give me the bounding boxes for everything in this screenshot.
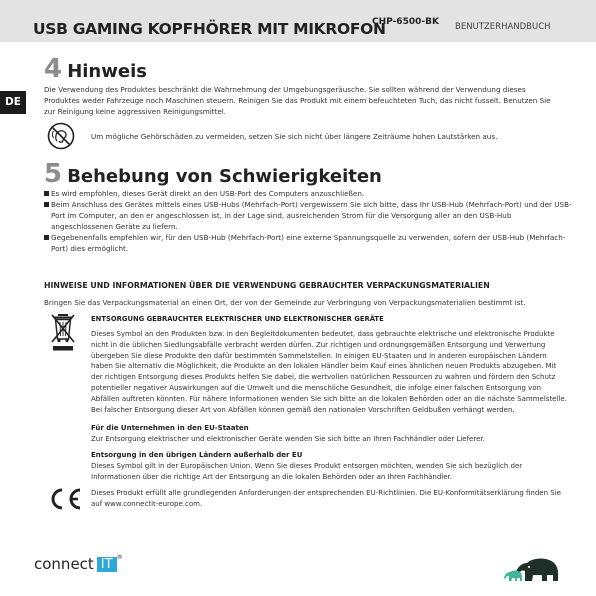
companies-heading: Für die Unternehmen in den EU-Staaten — [91, 424, 249, 432]
logo-brand: connect — [34, 555, 94, 573]
language-badge: DE — [0, 91, 26, 114]
header-model: CHP-6500-BK — [372, 17, 439, 27]
logo-mark: ® — [116, 554, 123, 561]
section-5-heading — [44, 159, 382, 189]
troubleshooting-list — [44, 188, 572, 254]
weee-text: Dieses Symbol an den Produkten bzw. in den Begleitdokumenten bedeutet, dass gebrauchte elektrische und elektronische Produkte nicht in die üblichen Siedlungsabfälle verbracht werden dürfen. Zur richtigen und ordnungsgemäßen Entsorgung und Verwertung übergeben Sie diese Produkte den dafür bestimmten Sammelstellen. In einigen EU-Staaten und in anderen europäischen Ländern haben Sie alternativ die Möglichkeit, die Produkte an den lokalen Händler beim Kauf eines ähnlichen neuen Produkts abzugeben. Mit der richtigen Entsorgung dieses Produkts helfen Sie dabei, die wertvollen natürlichen Ressourcen zu wahren und fördern den Schutz potentieller negativer Auswirkungen auf die Umwelt und die menschliche Gesundheit, die infolge einer falschen Entsorgung von Abfällen auftreten könnten. Für nähere Informationen wenden Sie sich bitte an die lokalen Behörden oder an die nächste Sammelstelle. Bei falscher Entsorgung dieser Art von Abfällen können gemäß den nationalen Vorschriften Geldbußen verhängt werden. — [91, 330, 567, 414]
section-4-title: Hinweis — [67, 61, 147, 82]
weee-heading: ENTSORGUNG GEBRAUCHTER ELEKTRISCHER UND ELEKTRONISCHER GERÄTE — [91, 315, 384, 323]
page-header — [0, 0, 596, 42]
section-4-paragraph: Die Verwendung des Produktes beschränkt die Wahrnehmung der Umgebungsgeräusche. Sie sollten während der Verwendung dieses Produktes weder Fahrzeuge noch Maschinen steuern. Reinigen Sie das Produkt mit einem befeuchteten Tuch, das nicht fusselt. Benutzen Sie zur Reinigung keine aggressiven Reinigungsmittel. — [44, 85, 551, 116]
header-title: USB GAMING KOPFHÖRER MIT MIKROFON — [33, 20, 386, 38]
section-5-title: Behebung von Schwierigkeiten — [67, 166, 382, 187]
packaging-heading: HINWEISE UND INFORMATIONEN ÜBER DIE VERWENDUNG GEBRAUCHTER VERPACKUNGSMATERIALIEN — [44, 281, 490, 290]
logo-it-badge: IT — [97, 557, 117, 572]
section-4-heading — [44, 54, 147, 84]
weee-bin-icon — [50, 311, 76, 357]
companies-text: Zur Entsorgung elektrischer und elektronischer Geräte wenden Sie sich bitte an Ihren Fachhändler oder Lieferer. — [91, 435, 485, 443]
header-manual-label: BENUTZERHANDBUCH — [455, 22, 551, 32]
other-countries-heading: Entsorgung in den übrigen Ländern außerhalb der EU — [91, 451, 303, 459]
section-5-number: 5 — [44, 159, 63, 189]
elephant-mascot-icon — [503, 551, 563, 589]
hearing-note: Um mögliche Gehörschäden zu vermeiden, setzen Sie sich nicht über längere Zeiträume hohen Lautstärken aus. — [91, 132, 498, 141]
other-countries-text: Dieses Symbol gilt in der Europäischen Union. Wenn Sie dieses Produkt entsorgen möchten, wenden Sie sich bezüglich der Informationen über die richtige Art der Entsorgung an die lokalen Behörden oder an Ihren Fachhändler. — [91, 462, 523, 481]
list-item: Gegebenenfalls empfehlen wir, für den USB-Hub (Mehrfach-Port) eine externe Spannungsquelle zu verwenden, sofern der USB-Hub (Mehrfach-Port) dies ermöglicht. — [44, 232, 572, 254]
section-4-number: 4 — [44, 54, 63, 84]
ce-text: Dieses Produkt erfüllt alle grundlegenden Anforderungen der entsprechenden EU-Richtlinien. Die EU-Konformitätserklärung finden Sie auf www.connectit-europe.com. — [91, 489, 561, 508]
packaging-text: Bringen Sie das Verpackungsmaterial an einen Ort, der von der Gemeinde zur Verbringung von Verpackungsmaterialien bestimmt ist. — [44, 298, 526, 307]
list-item: Es wird empfohlen, dieses Gerät direkt an den USB-Port des Computers anzuschließen. — [44, 188, 572, 199]
connect-it-logo — [34, 554, 123, 573]
ce-mark-icon — [46, 487, 84, 515]
hearing-warning-icon — [47, 122, 75, 154]
list-item: Beim Anschluss des Gerätes mittels eines USB-Hubs (Mehrfach-Port) vergewissern Sie sich bitte, dass Ihr USB-Hub (Mehrfach-Port) und der USB-Port im Computer, an den er angeschlossen ist, in der Lage sind, ausreichenden Strom für die Versorgung aller an den USB-Hub angeschlossenen Geräte zu liefern. — [44, 199, 572, 232]
